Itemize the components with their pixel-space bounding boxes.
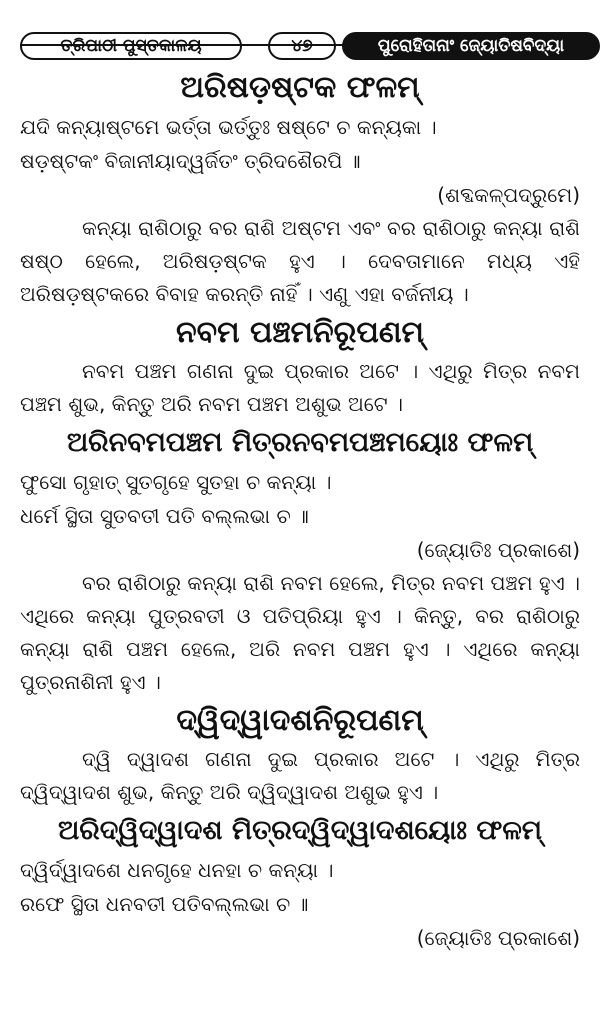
verse-line: ଯଦି କନ୍ୟାଷ୍ଟମେ ଭର୍ତ୍ତା ଭର୍ତ୍ତୁଃ ଷଷ୍ଟେ ଚ କନ୍ୟକା ।	[20, 115, 437, 139]
verse-line: ଦ୍ୱିର୍ଦ୍ୱାଦଶେ ଧନଗୃହେ ଧନହା ଚ କନ୍ୟା ।	[20, 858, 334, 882]
verse-source: (ଜ୍ୟୋତିଃ ପ୍ରକାଶେ)	[416, 926, 580, 950]
verse-line: ଷଡ଼ଷ୍ଟକଂ ବିଜାନୀୟାଦ୍ୱର୍ଜିତଂ ତ୍ରିଦଶୈରପି ॥	[20, 149, 361, 173]
verse-line: ଫୁସୋ ଗୃହାତ୍ ସୁତଗୃହେ ସୁତହା ଚ କନ୍ୟା ।	[20, 470, 332, 494]
commentary-paragraph: ନବମ ପଞ୍ଚମ ଗଣନା ଦୁଇ ପ୍ରକାର ଅଟେ । ଏଥିରୁ ମିତ୍ର ନବମ ପଞ୍ଚମ ଶୁଭ, କିନ୍ତୁ ଅରି ନବମ ପଞ୍ଚମ ଅଶୁଭ ଅଟେ ।	[20, 359, 580, 416]
commentary-paragraph: ବର ରାଶିଠାରୁ କନ୍ୟା ରାଶି ନବମ ହେଲେ, ମିତ୍ର ନବମ ପଞ୍ଚମ ହୁଏ । ଏଥିରେ କନ୍ୟା ପୁତ୍ରବତୀ ଓ ପତିପ୍ରିୟା ହୁଏ । କିନ୍ତୁ, ବର ରାଶିଠାରୁ କନ୍ୟା ରାଶି ପଞ୍ଚମ ହେଲେ, ଅରି ନବମ ପଞ୍ଚମ ହୁଏ । ଏଥିରେ କନ୍ୟା ପୁତ୍ରନାଶିନୀ ହୁଏ ।	[20, 571, 580, 694]
verse-line: ରଫେ ସ୍ଥିତା ଧନବତୀ ପତିବଲ୍ଲଭା ଚ ॥	[20, 892, 309, 916]
page-number: ୪୭	[268, 32, 336, 60]
section-heading-navama-panchama: ନବମ ପଞ୍ଚମନିରୂପଣମ୍	[176, 315, 424, 350]
section-heading-arishadashtaka: ଅରିଷଡ଼ଷ୍ଟକ ଫଳମ୍	[180, 70, 420, 105]
section-heading-ari-mitra-dvidvadasha: ଅରିଦ୍ୱିଦ୍ୱାଦଶ ମିତ୍ରଦ୍ୱିଦ୍ୱାଦଶୟୋଃ ଫଳମ୍	[57, 815, 543, 846]
publisher-name: ତ୍ରିପାଠୀ ପୁସ୍ତକାଳୟ	[20, 32, 242, 60]
running-header	[14, 30, 586, 66]
verse-line: ଧର୍ମେ ସ୍ଥିତା ସୁତବତୀ ପତି ବଲ୍ଲଭା ଚ ॥	[20, 504, 309, 528]
section-heading-dvidvadasha: ଦ୍ୱିଦ୍ୱାଦଶନିରୂପଣମ୍	[176, 703, 424, 738]
verse-source: (ଜ୍ୟୋତିଃ ପ୍ରକାଶେ)	[416, 538, 580, 562]
book-page	[0, 30, 600, 1018]
verse-source: (ଶବ୍ଦକଳ୍ପଦ୍ରୁମେ)	[437, 183, 580, 207]
book-title: ପୁରୋହିତାନାଂ ଜ୍ୟୋତିଷବିଦ୍ୟା	[342, 32, 600, 60]
commentary-paragraph: କନ୍ୟା ରାଶିଠାରୁ ବର ରାଶି ଅଷ୍ଟମ ଏବଂ ବର ରାଶିଠାରୁ କନ୍ୟା ରାଶି ଷଷ୍ଠ ହେଲେ, ଅରିଷଡ଼ଷ୍ଟକ ହୁଏ । ଦେବତାମାନେ ମଧ୍ୟ ଏହି ଅରିଷଡ଼ଷ୍ଟକରେ ବିବାହ କରନ୍ତି ନାହିଁ । ଏଣୁ ଏହା ବର୍ଜନୀୟ ।	[20, 216, 580, 306]
section-heading-ari-mitra-navama-panchama: ଅରିନବମପଞ୍ଚମ ମିତ୍ରନବମପଞ୍ଚମୟୋଃ ଫଳମ୍	[66, 427, 534, 458]
commentary-paragraph: ଦ୍ୱି ଦ୍ୱାଦଶ ଗଣନା ଦୁଇ ପ୍ରକାର ଅଟେ । ଏଥିରୁ ମିତ୍ର ଦ୍ୱିଦ୍ୱାଦଶ ଶୁଭ, କିନ୍ତୁ ଅରି ଦ୍ୱିଦ୍ୱାଦଶ ଅଶୁଭ ହୁଏ ।	[20, 747, 580, 804]
